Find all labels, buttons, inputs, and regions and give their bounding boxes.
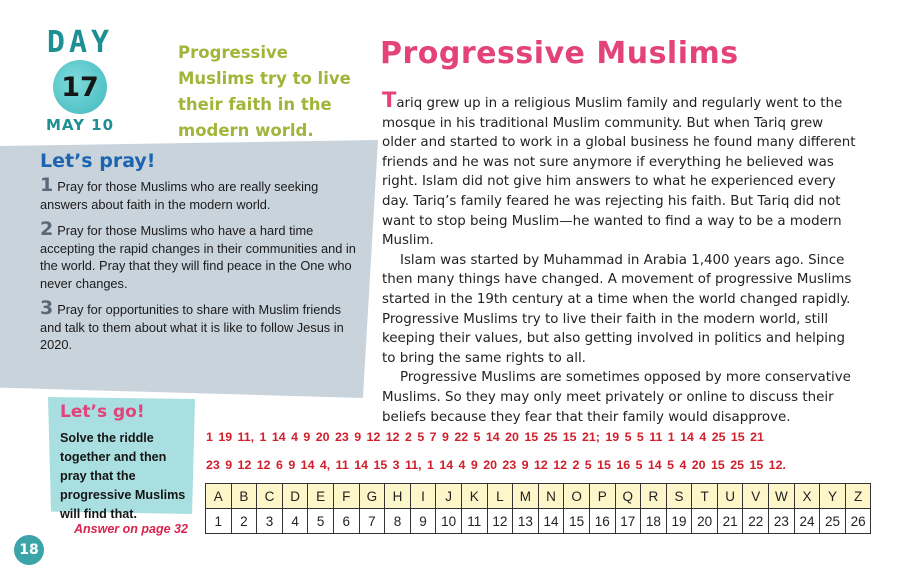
pray-item-number: 1 <box>40 174 54 196</box>
cipher-number-cell: 25 <box>820 509 846 534</box>
pray-item-text: Pray for those Muslims who have a hard time accepting the rapid changes in their communities and in the world. Pray that they will find peace in the One who never changes. <box>40 223 356 291</box>
cipher-letter-cell: M <box>513 484 539 509</box>
cipher-number-cell: 19 <box>666 509 692 534</box>
cipher-number-cell: 9 <box>410 509 436 534</box>
cipher-number-cell: 13 <box>513 509 539 534</box>
pray-list <box>40 174 356 362</box>
day-badge <box>30 26 130 134</box>
day-label: DAY <box>46 25 114 60</box>
cipher-number-cell: 17 <box>615 509 641 534</box>
cipher-letter-cell: O <box>564 484 590 509</box>
cipher-letter-cell: L <box>487 484 513 509</box>
cipher-letter-cell: X <box>794 484 820 509</box>
cipher-number-cell: 7 <box>359 509 385 534</box>
cipher-letter-cell: F <box>333 484 359 509</box>
cipher-number-cell: 8 <box>385 509 411 534</box>
cipher-number-cell: 2 <box>231 509 257 534</box>
cipher-letter-cell: U <box>717 484 743 509</box>
cipher-number-cell: 10 <box>436 509 462 534</box>
cipher-letter-cell: T <box>692 484 718 509</box>
cipher-table <box>205 483 871 534</box>
cipher-letter-cell: G <box>359 484 385 509</box>
cipher-number-cell: 1 <box>206 509 232 534</box>
pray-item <box>40 174 356 213</box>
cipher-number-cell: 23 <box>769 509 795 534</box>
cipher-letter-cell: K <box>461 484 487 509</box>
cipher-letter-cell: S <box>666 484 692 509</box>
page-title: Progressive Muslims <box>380 36 739 71</box>
story-paragraph-3: Progressive Muslims are sometimes opposed by more conservative Muslims. So they may only meet privately or online to discuss their beliefs because they fear that their family would disapprove. <box>382 370 851 425</box>
cipher-number-cell: 14 <box>538 509 564 534</box>
cipher-number-cell: 15 <box>564 509 590 534</box>
pray-item <box>40 218 356 292</box>
cipher-number-cell: 5 <box>308 509 334 534</box>
cipher-letter-cell: N <box>538 484 564 509</box>
tagline: Progressive Muslims try to live their faith in the modern world. <box>178 43 351 140</box>
story-paragraph-2: Islam was started by Muhammad in Arabia 1,400 years ago. Since then many things have changed. A movement of progressive Muslims started in the 19th century at a time when the world changed rapidly. Progressive Muslims try to live their faith in the modern world, still keeping their values, but also getting involved in politics and helping to bring the same rights to all. <box>382 252 852 366</box>
cipher-number-cell: 18 <box>641 509 667 534</box>
story-text <box>382 88 860 427</box>
riddle-line-1: 1 19 11, 1 14 4 9 20 23 9 12 12 2 5 7 9 22 5 14 20 15 25 15 21; 19 5 5 11 1 14 4 25 15 21 <box>206 430 764 444</box>
go-instructions: Solve the riddle together and then pray that the progressive Muslims will find that. <box>60 431 186 521</box>
pray-title: Let’s pray! <box>40 150 156 172</box>
cipher-number-cell: 3 <box>257 509 283 534</box>
cipher-letter-cell: Q <box>615 484 641 509</box>
cipher-letter-cell: J <box>436 484 462 509</box>
cipher-letter-cell: Z <box>845 484 871 509</box>
cipher-number-cell: 16 <box>589 509 615 534</box>
cipher-number-cell: 6 <box>333 509 359 534</box>
pray-item-text: Pray for those Muslims who are really seeking answers about faith in the modern world. <box>40 179 319 212</box>
drop-cap: T <box>382 88 397 112</box>
day-number-circle <box>53 60 107 114</box>
answer-reference: Answer on page 32 <box>74 522 188 536</box>
cipher-letter-cell: C <box>257 484 283 509</box>
cipher-letter-cell: Y <box>820 484 846 509</box>
pray-item <box>40 297 356 354</box>
cipher-letter-cell: D <box>282 484 308 509</box>
pray-item-number: 2 <box>40 218 54 240</box>
pray-item-number: 3 <box>40 297 54 319</box>
day-number: 17 <box>61 71 99 103</box>
cipher-letter-cell: I <box>410 484 436 509</box>
riddle-line-2: 23 9 12 12 6 9 14 4, 11 14 15 3 11, 1 14 4 9 20 23 9 12 12 2 5 15 16 5 14 5 4 20 15 25 15 12. <box>206 458 786 472</box>
day-date: MAY 10 <box>45 116 115 134</box>
cipher-number-cell: 24 <box>794 509 820 534</box>
page-number: 18 <box>14 535 44 565</box>
story-paragraph-1 <box>382 88 860 251</box>
cipher-number-cell: 4 <box>282 509 308 534</box>
cipher-numbers-row <box>206 509 871 534</box>
cipher-number-cell: 11 <box>461 509 487 534</box>
cipher-letter-cell: R <box>641 484 667 509</box>
riddle <box>206 423 886 479</box>
cipher-letter-cell: A <box>206 484 232 509</box>
cipher-number-cell: 26 <box>845 509 871 534</box>
pray-item-text: Pray for opportunities to share with Muslim friends and talk to them about what it is like to follow Jesus in 2020. <box>40 302 344 352</box>
story-paragraph-1-text: ariq grew up in a religious Muslim family and regularly went to the mosque in his traditional Muslim community. But when Tariq grew older and started to work in a global business he found many different friends and he was not sure anymore if everything he believed was right. Islam did not give him answers to what he experienced every day. Tariq’s family feared he was rejecting his faith. But Tariq did not want to stop being Muslim—he wanted to find a way to be a modern Muslim. <box>382 96 856 249</box>
cipher-letter-cell: W <box>769 484 795 509</box>
cipher-letters-row <box>206 484 871 509</box>
cipher-number-cell: 22 <box>743 509 769 534</box>
go-title: Let’s go! <box>60 402 145 422</box>
cipher-letter-cell: B <box>231 484 257 509</box>
cipher-number-cell: 12 <box>487 509 513 534</box>
cipher-number-cell: 20 <box>692 509 718 534</box>
cipher-letter-cell: H <box>385 484 411 509</box>
cipher-number-cell: 21 <box>717 509 743 534</box>
cipher-letter-cell: V <box>743 484 769 509</box>
cipher-letter-cell: E <box>308 484 334 509</box>
cipher-letter-cell: P <box>589 484 615 509</box>
